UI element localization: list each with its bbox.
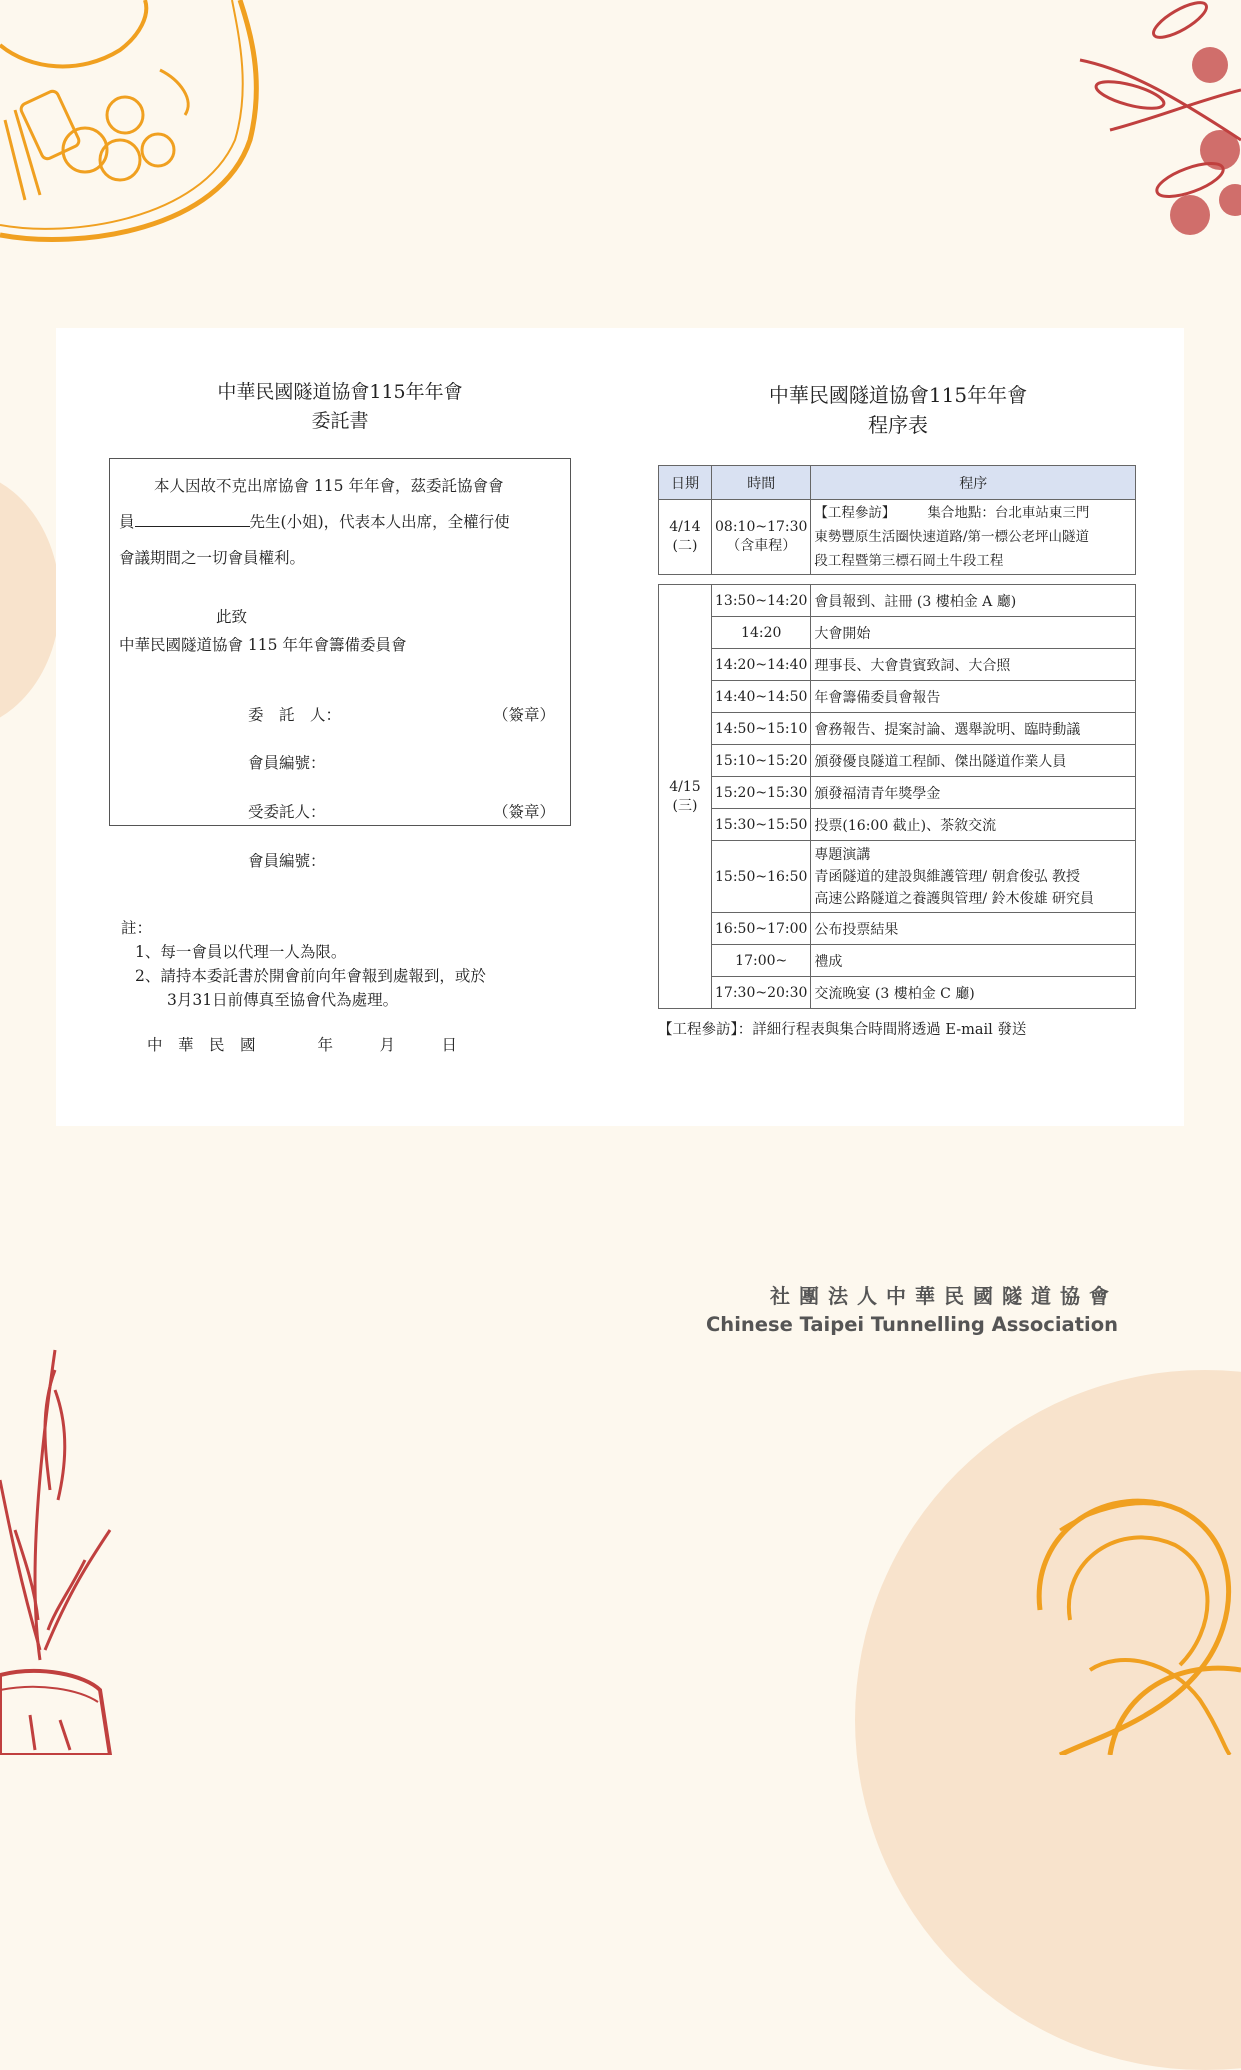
header-date: 日期 xyxy=(659,466,712,500)
proxy-form-title xyxy=(109,378,571,436)
proxy-text-line2 xyxy=(119,510,510,532)
header-time: 時間 xyxy=(712,466,811,500)
day1-time-note: （含車程） xyxy=(726,538,797,554)
time-cell: 14:50~15:10 xyxy=(712,713,811,745)
time-cell: 14:20 xyxy=(712,617,811,649)
agent-seal: （簽章） xyxy=(493,803,556,821)
time-cell: 14:40~14:50 xyxy=(712,681,811,713)
day1-date-cell xyxy=(659,500,712,575)
proxy-text-line2-suffix: 先生(小姐)，代表本人出席，全權行使 xyxy=(249,513,510,531)
talk-1: 青函隧道的建設與維護管理/ 朝倉俊弘 教授 xyxy=(814,868,1081,885)
schedule-title xyxy=(658,380,1138,440)
proxy-form-title-line1: 中華民國隧道協會115年年會 xyxy=(217,381,463,403)
agent-label: 受委託人： xyxy=(248,803,326,821)
table-row xyxy=(659,777,1136,809)
program-cell xyxy=(811,841,1136,913)
org-name-chinese: 社團法人中華民國隧道協會 xyxy=(770,1284,1118,1308)
program-cell: 會務報告、提案討論、選舉說明、臨時動議 xyxy=(811,713,1136,745)
program-cell: 頒發優良隧道工程師、傑出隧道作業人員 xyxy=(811,745,1136,777)
note-1: 1、每一會員以代理一人為限。 xyxy=(135,943,347,961)
document-card xyxy=(56,328,1184,1126)
time-cell: 13:50~14:20 xyxy=(712,585,811,617)
program-cell: 年會籌備委員會報告 xyxy=(811,681,1136,713)
proxy-text-line3: 會議期間之一切會員權利。 xyxy=(119,549,306,567)
table-header-row xyxy=(659,466,1136,500)
schedule-title-line2: 程序表 xyxy=(868,413,928,437)
time-cell: 15:50~16:50 xyxy=(712,841,811,913)
talk-2: 高速公路隧道之養護與管理/ 鈴木俊雄 研究員 xyxy=(814,890,1095,907)
member-number-label-2: 會員編號： xyxy=(248,852,326,870)
day2-date-cell xyxy=(659,585,712,1009)
day1-program-line2: 東勢豐原生活圈快速道路/第一標公老坪山隧道 xyxy=(814,529,1089,545)
peach-curve-left xyxy=(0,470,60,730)
schedule-table-day1 xyxy=(658,465,1136,575)
table-row xyxy=(659,841,1136,913)
day1-meeting-point: 集合地點：台北車站東三門 xyxy=(927,505,1090,521)
time-cell: 17:00~ xyxy=(712,945,811,977)
proxy-text-line2-prefix: 員 xyxy=(119,513,135,531)
day1-program-label: 【工程參訪】 xyxy=(814,505,896,521)
table-row xyxy=(659,681,1136,713)
time-cell: 15:10~15:20 xyxy=(712,745,811,777)
table-row xyxy=(659,649,1136,681)
time-cell: 16:50~17:00 xyxy=(712,913,811,945)
day1-time-cell xyxy=(712,500,811,575)
program-cell: 公布投票結果 xyxy=(811,913,1136,945)
day1-time: 08:10~17:30 xyxy=(715,519,808,535)
table-row xyxy=(659,745,1136,777)
table-row xyxy=(659,945,1136,977)
day1-weekday: (二) xyxy=(672,538,698,554)
member-number-label-1: 會員編號： xyxy=(248,754,326,772)
agent-name-blank[interactable] xyxy=(135,512,250,527)
day2-weekday: (三) xyxy=(672,797,698,814)
program-cell: 禮成 xyxy=(811,945,1136,977)
header-program: 程序 xyxy=(811,466,1136,500)
program-cell: 大會開始 xyxy=(811,617,1136,649)
day2-date: 4/15 xyxy=(669,778,701,795)
orange-pretzel-icon xyxy=(1030,1470,1241,1755)
day2-body xyxy=(659,585,1136,1009)
proxy-text-line1: 本人因故不克出席協會 115 年年會，茲委託協會會 xyxy=(154,477,504,495)
schedule-title-line1: 中華民國隧道協會115年年會 xyxy=(768,383,1028,407)
program-cell: 會員報到、註冊 (3 樓柏金 A 廳) xyxy=(811,585,1136,617)
table-row xyxy=(659,977,1136,1009)
org-name-english: Chinese Taipei Tunnelling Association xyxy=(706,1313,1118,1336)
notes-label: 註： xyxy=(121,919,153,937)
day1-program-cell xyxy=(811,500,1136,575)
table-row xyxy=(659,809,1136,841)
orange-food-illustration-icon xyxy=(0,0,260,250)
time-cell: 14:20~14:40 xyxy=(712,649,811,681)
date-line: 中 華 民 國 年 月 日 xyxy=(147,1036,458,1054)
table-row xyxy=(659,585,1136,617)
principal-seal: （簽章） xyxy=(493,706,556,724)
program-cell: 交流晚宴 (3 樓柏金 C 廳) xyxy=(811,977,1136,1009)
talk-title: 專題演講 xyxy=(814,846,871,863)
table-row xyxy=(659,500,1136,575)
program-cell: 頒發福清青年獎學金 xyxy=(811,777,1136,809)
red-herb-pot-icon xyxy=(0,1330,130,1755)
salutation: 此致 xyxy=(216,608,248,626)
addressee: 中華民國隧道協會 115 年年會籌備委員會 xyxy=(119,636,407,654)
time-cell: 17:30~20:30 xyxy=(712,977,811,1009)
proxy-form-title-line2: 委託書 xyxy=(311,410,369,432)
proxy-form-box xyxy=(109,458,571,870)
red-olive-branch-icon xyxy=(1070,0,1241,245)
schedule-table-day2 xyxy=(658,584,1136,1009)
table-row xyxy=(659,713,1136,745)
day1-date: 4/14 xyxy=(669,519,701,535)
time-cell: 15:20~15:30 xyxy=(712,777,811,809)
time-cell: 15:30~15:50 xyxy=(712,809,811,841)
day1-program-line3: 段工程暨第三標石岡土牛段工程 xyxy=(814,553,1004,569)
schedule-footnote: 【工程參訪】：詳細行程表與集合時間將透過 E-mail 發送 xyxy=(658,1022,1027,1038)
program-cell: 理事長、大會貴賓致詞、大合照 xyxy=(811,649,1136,681)
program-cell: 投票(16:00 截止)、茶敘交流 xyxy=(811,809,1136,841)
principal-label: 委 託 人： xyxy=(248,706,342,724)
note-2a: 2、請持本委託書於開會前向年會報到處報到，或於 xyxy=(135,967,486,985)
note-2b: 3月31日前傳真至協會代為處理。 xyxy=(167,991,399,1009)
table-row xyxy=(659,617,1136,649)
day1-program-line1 xyxy=(814,501,1132,525)
table-row xyxy=(659,913,1136,945)
